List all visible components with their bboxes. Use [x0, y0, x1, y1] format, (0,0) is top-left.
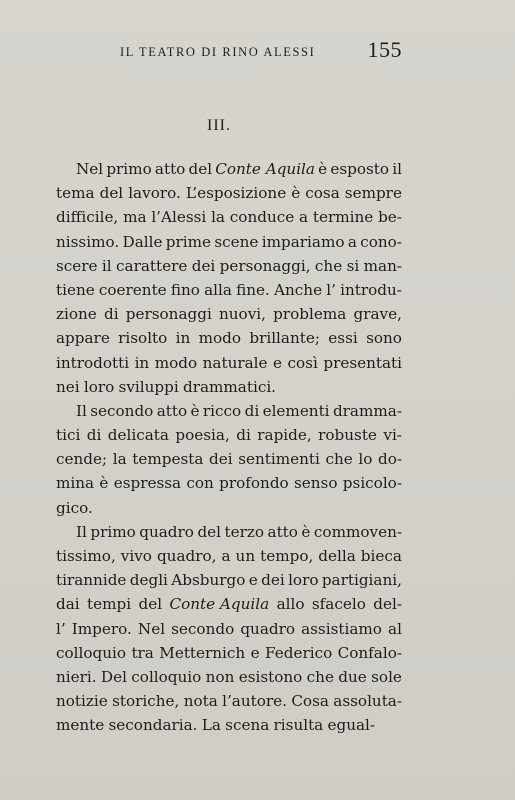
text-line: mente secondaria. La scena risulta egual- [56, 716, 376, 735]
text-line: tici di delicata poesia, di rapide, robuste vi- [56, 426, 402, 445]
text-line: gico. [56, 498, 93, 517]
running-title: IL TEATRO DI RINO ALESSI [120, 45, 316, 59]
text-line: Il primo quadro del terzo atto è commoven- [76, 522, 402, 541]
text-line: cende; la tempesta dei sentimenti che lo do- [56, 450, 402, 469]
text-line: dai tempi del Conte Aquila allo sfacelo del- [56, 595, 402, 614]
text-line: nieri. Del colloquio non esistono che due sole [56, 667, 402, 686]
text-line: zione di personaggi nuovi, problema grave, [56, 305, 402, 324]
running-head [56, 37, 408, 67]
section-heading: III. [207, 117, 231, 134]
text-line: notizie storiche, nota l’autore. Cosa assoluta- [56, 692, 402, 711]
text-line: tiene coerente fino alla fine. Anche l’ introdu- [56, 280, 402, 299]
text-line: introdotti in modo naturale e così presentati [56, 353, 402, 372]
text-line: Nel primo atto del Conte Aquila è esposto il [76, 160, 402, 178]
text-line: nissimo. Dalle prime scene impariamo a cono- [56, 232, 402, 251]
body-text [56, 157, 402, 738]
text-line: tirannide degli Absburgo e dei loro partigiani, [56, 571, 402, 590]
text-line: mina è espressa con profondo senso psicolo- [56, 474, 402, 493]
text-line: Il secondo atto è ricco di elementi dramma- [76, 401, 402, 420]
text-line: nei loro sviluppi drammatici. [56, 377, 277, 396]
text-line: difficile, ma l’Alessi la conduce a termine be- [56, 208, 402, 227]
text-line: l’ Impero. Nel secondo quadro assistiamo al [56, 619, 402, 638]
text-line: colloquio tra Metternich e Federico Confalo- [56, 643, 402, 662]
page-number: 155 [367, 37, 402, 62]
text-line: tema del lavoro. L’esposizione è cosa sempre [56, 184, 402, 203]
text-line: tissimo, vivo quadro, a un tempo, della bieca [56, 547, 402, 565]
text-line: appare risolto in modo brillante; essi sono [56, 329, 402, 348]
text-line: scere il carattere dei personaggi, che si man- [56, 256, 402, 275]
